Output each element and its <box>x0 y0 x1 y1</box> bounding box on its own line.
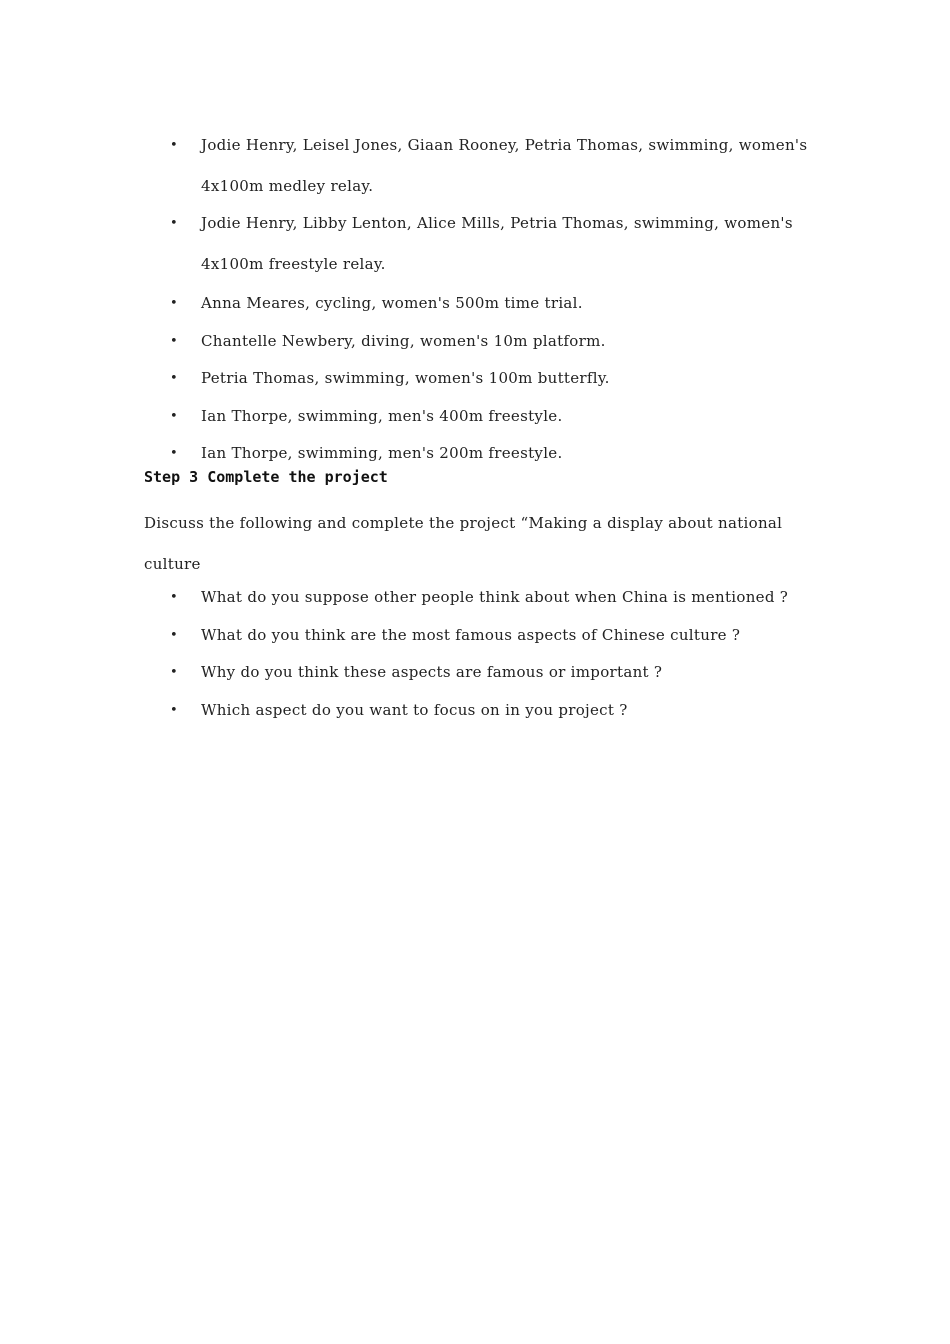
list-item <box>0 285 950 323</box>
list-item-text: Ian Thorpe, swimming, men's 200m freestyle. <box>201 444 563 462</box>
bullet-icon: • <box>170 296 178 311</box>
list-item <box>0 579 950 617</box>
list-item-text: What do you suppose other people think about when China is mentioned ? <box>201 588 789 606</box>
list-item-text: Why do you think these aspects are famous or important ? <box>201 663 663 681</box>
bullet-icon: • <box>170 216 178 231</box>
bullet-icon: • <box>170 138 178 153</box>
list-item <box>0 125 950 207</box>
list-item <box>0 435 950 473</box>
medalist-list <box>0 125 950 473</box>
bullet-icon: • <box>170 590 178 605</box>
list-item-text: Petria Thomas, swimming, women's 100m butterfly. <box>201 369 610 387</box>
list-item-text: Jodie Henry, Leisel Jones, Giaan Rooney, Petria Thomas, swimming, women's 4x100m medley relay. <box>201 136 808 195</box>
bullet-icon: • <box>170 627 178 643</box>
bullet-icon: • <box>170 371 178 386</box>
list-item-text: Chantelle Newbery, diving, women's 10m platform. <box>201 331 606 350</box>
list-item <box>0 203 950 285</box>
list-item <box>0 654 950 692</box>
list-item <box>0 323 950 361</box>
bullet-icon: • <box>170 333 178 349</box>
question-list <box>0 579 950 729</box>
section-intro: Discuss the following and complete the project “Making a display about national culture <box>144 514 783 573</box>
list-item-text: Ian Thorpe, swimming, men's 400m freestyle. <box>201 406 563 425</box>
section-heading: Step 3 Complete the project <box>144 468 388 486</box>
bullet-icon: • <box>170 446 178 461</box>
bullet-icon: • <box>170 408 178 424</box>
list-item-text: Jodie Henry, Libby Lenton, Alice Mills, Petria Thomas, swimming, women's 4x100m freestyle relay. <box>201 214 793 273</box>
list-item-text: What do you think are the most famous aspects of Chinese culture ? <box>201 625 741 644</box>
bullet-icon: • <box>170 665 178 680</box>
list-item <box>0 360 950 398</box>
list-item <box>0 692 950 730</box>
bullet-icon: • <box>170 702 178 718</box>
list-item <box>0 617 950 655</box>
list-item <box>0 398 950 436</box>
list-item-text: Which aspect do you want to focus on in you project ? <box>201 700 628 719</box>
list-item-text: Anna Meares, cycling, women's 500m time trial. <box>201 294 583 312</box>
